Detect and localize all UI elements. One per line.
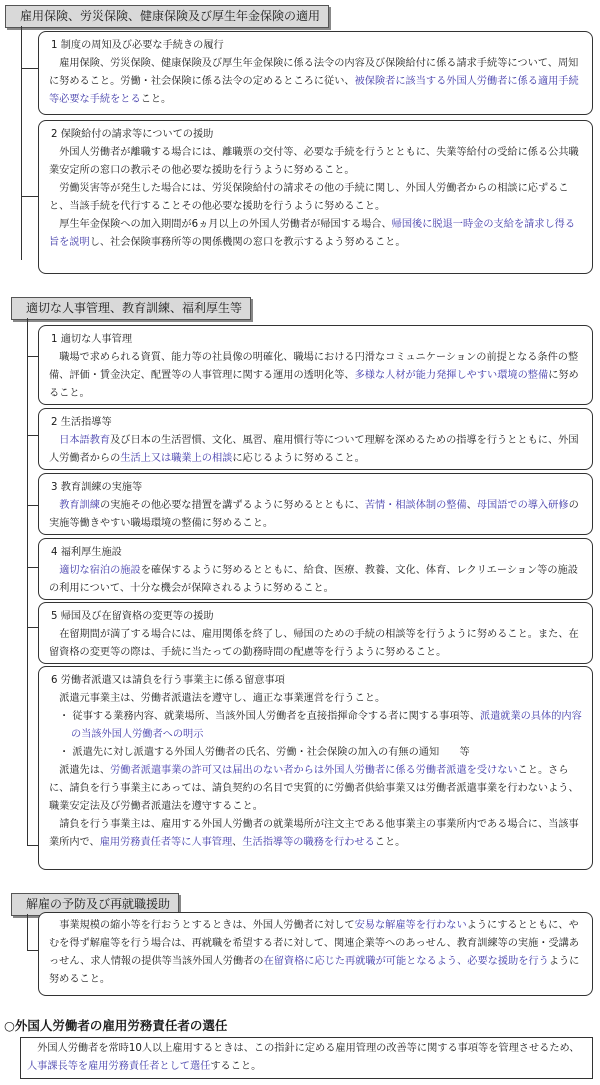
item-text: 雇用保険、労災保険、健康保険及び厚生年金保険に係る法令の内容及び保険給付に係る請求手続等について、周知に努めること。労働・社会保険に係る法令の定めるところに従い、被保険者に該当する外国人労働者に係る適用手続等必要な手続をとること。	[49, 58, 579, 105]
item-box-insurance-2	[38, 120, 593, 274]
item-box-dismissal-prevention	[38, 912, 593, 996]
bullet-item: ・ 派遣先に対し派遣する外国人労働者の氏名、労働・社会保険の加入の有無の通知 等	[59, 747, 470, 758]
item-title: 2 保険給付の請求等についての援助	[51, 129, 214, 140]
connector-line	[21, 26, 22, 260]
connector-line	[27, 627, 38, 628]
item-box-insurance-1	[38, 31, 593, 115]
item-box-responsible-person	[20, 1037, 593, 1079]
item-title: 2 生活指導等	[51, 417, 112, 428]
item-title: 1 適切な人事管理	[51, 334, 133, 345]
item-text: 派遣先は、労働者派遣事業の許可又は届出のない者からは外国人労働者に係る労働者派遣を受けないこと。さらに、請負を行う事業主にあっては、請負契約の名目で実質的に労働者供給事業又は労働者派遣事業を行わないよう、職業安定法及び労働者派遣法を遵守すること。	[49, 765, 579, 812]
item-box-dispatch-contract	[38, 666, 593, 870]
connector-line	[27, 567, 38, 568]
section-header-dismissal: 解雇の予防及び再就職援助	[11, 893, 179, 916]
item-box-life-guidance	[38, 408, 593, 470]
item-text: 在留期間が満了する場合には、雇用関係を終了し、帰国のための手続の相談等を行うように努めること。また、在留資格の変更等の際は、手続に当たっての勤務時間の配慮等を行うように努めること。	[49, 629, 579, 658]
section-header-management: 適切な人事管理、教育訓練、福利厚生等	[11, 297, 251, 320]
item-title: 4 福利厚生施設	[51, 547, 122, 558]
item-box-education-training	[38, 473, 593, 535]
item-title: 5 帰国及び在留資格の変更等の援助	[51, 611, 214, 622]
connector-line	[27, 845, 38, 846]
connector-line	[27, 914, 28, 950]
connector-line	[27, 356, 38, 357]
item-text: 適切な宿泊の施設を確保するように努めるとともに、給食、医療、教養、文化、体育、レクリエーション等の施設の利用について、十分な機会が保障されるように努めること。	[49, 565, 578, 594]
item-title: 6 労働者派遣又は請負を行う事業主に係る留意事項	[51, 675, 285, 686]
connector-line	[21, 196, 38, 197]
item-title: 1 制度の周知及び必要な手続きの履行	[51, 40, 224, 51]
connector-line	[21, 68, 38, 69]
item-text: 事業規模の縮小等を行おうとするときは、外国人労働者に対して安易な解雇等を行わないようにするとともに、やむを得ず解雇等を行う場合は、再就職を希望する者に対して、関連企業等へのあっせん、教育訓練等の実施・受講あっせん、求人情報の提供等当該外国人労働者の在留資格に応じた再就職が可能となるよう、必要な援助を行うように努めること。	[49, 920, 580, 985]
connector-line	[27, 505, 38, 506]
item-text: 日本語教育及び日本の生活習慣、文化、風習、雇用慣行等について理解を深めるための指導を行うとともに、外国人労働者からの生活上又は職業上の相談に応じるように努めること。	[49, 435, 579, 464]
item-text: 教育訓練の実施その他必要な措置を講ずるように努めるとともに、苦情・相談体制の整備、母国語での導入研修の実施等働きやすい職場環境の整備に努めること。	[49, 500, 579, 529]
connector-line	[27, 435, 38, 436]
section-header-responsible-person: ○外国人労働者の雇用労務責任者の選任	[4, 1018, 228, 1033]
item-text: 請負を行う事業主は、雇用する外国人労働者の就業場所が注文主である他事業主の事業所内である場合に、当該事業所内で、雇用労務責任者等に人事管理、生活指導等の職務を行わせること。	[49, 819, 579, 848]
item-text: 厚生年金保険への加入期間が6ヵ月以上の外国人労働者が帰国する場合、帰国後に脱退一時金の支給を請求し得る旨を説明し、社会保険事務所等の関係機関の窓口を教示するよう努めること。	[49, 219, 576, 248]
connector-line	[27, 318, 28, 845]
bullet-item: ・ 従事する業務内容、就業場所、当該外国人労働者を直接指揮命令する者に関する事項等、派遣就業の具体的内容の当該外国人労働者への明示	[59, 711, 582, 740]
item-text: 労働災害等が発生した場合には、労災保険給付の請求その他の手続に関し、外国人労働者からの相談に応ずること、当該手続を代行することその他必要な援助を行うように努めること。	[49, 183, 569, 212]
item-text: 外国人労働者が離職する場合には、離職票の交付等、必要な手続を行うとともに、失業等給付の受給に係る公共職業安定所の窓口の教示その他必要な援助を行うように努めること。	[49, 147, 579, 176]
item-text: 職場で求められる資質、能力等の社員像の明確化、職場における円滑なコミュニケーションの前提となる条件の整備、評価・賃金決定、配置等の人事管理に関する運用の透明化等、多様な人材が能力発揮しやすい環境の整備に努めること。	[49, 352, 579, 399]
section-header-insurance: 雇用保険、労災保険、健康保険及び厚生年金保険の適用	[5, 5, 329, 28]
item-text: 派遣元事業主は、労働者派遣法を遵守し、適正な事業運営を行うこと。	[59, 693, 386, 704]
item-box-hr-management	[38, 325, 593, 405]
connector-line	[27, 950, 38, 951]
item-box-return-support	[38, 602, 593, 664]
item-box-welfare-facilities	[38, 538, 593, 600]
item-text: 外国人労働者を常時10人以上雇用するときは、この指針に定める雇用管理の改善等に関する事項等を管理させるため、人事課長等を雇用労務責任者として選任すること。	[27, 1043, 580, 1072]
item-title: 3 教育訓練の実施等	[51, 482, 143, 493]
